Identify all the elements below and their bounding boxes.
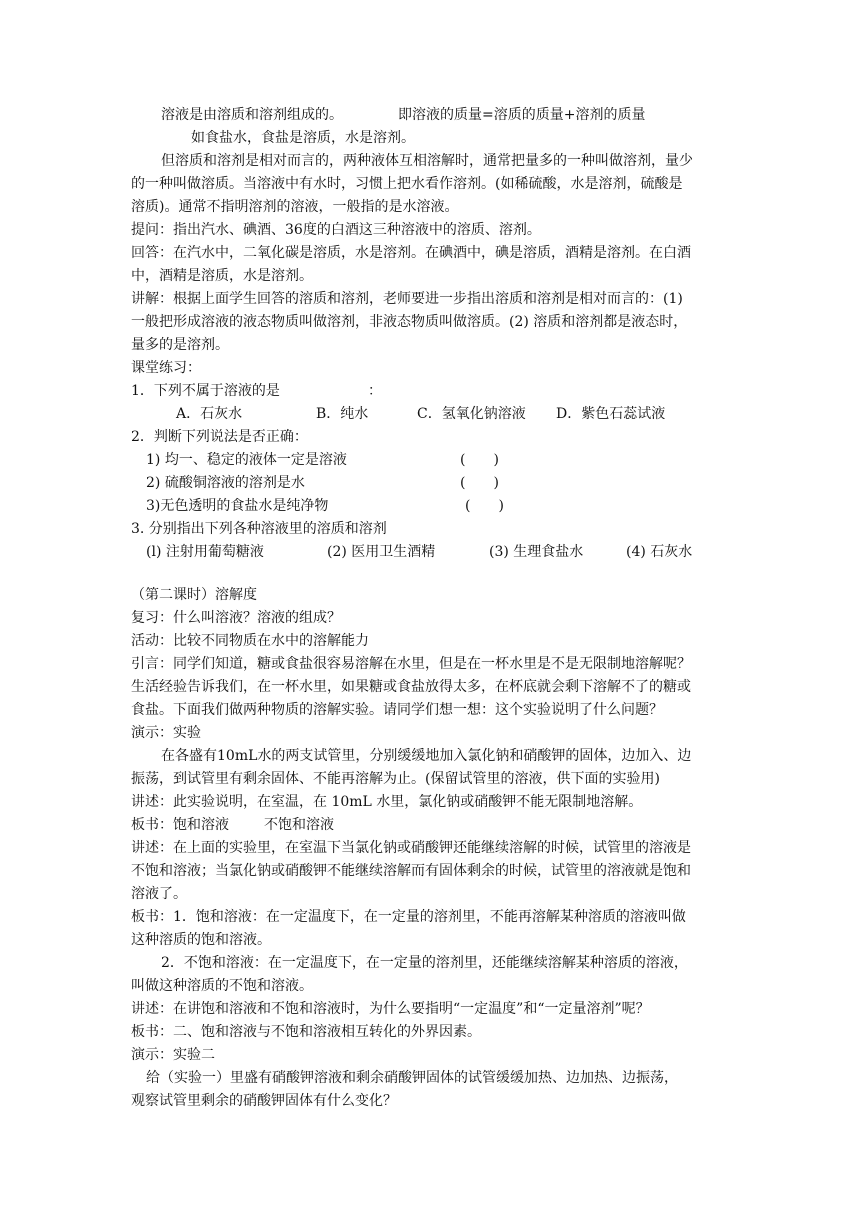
answer-line: 中，酒精是溶质，水是溶剂。: [131, 268, 313, 284]
question-1: 1．下列不属于溶液的是: [131, 383, 280, 399]
option-b: B．纯水: [316, 406, 369, 422]
answer-line: 回答：在汽水中，二氧化碳是溶质，水是溶剂。在碘酒中，碘是溶质，酒精是溶剂。在白酒: [131, 245, 691, 261]
board-line: 这种溶质的饱和溶液。: [131, 932, 271, 948]
question-2: 2．判断下列说法是否正确：: [131, 429, 308, 445]
note-line: 讲述：在讲饱和溶液和不饱和溶液时，为什么要指明“一定温度”和“一定量溶剂”呢？: [131, 1001, 650, 1017]
option-c: C．氢氧化钠溶液: [417, 406, 526, 422]
board-line: 板书：饱和溶液: [131, 817, 229, 833]
board-line-part: 不饱和溶液: [264, 817, 334, 833]
intro-line: 食盐。下面我们做两种物质的溶解实验。请同学们想一想：这个实验说明了什么问题？: [131, 702, 663, 718]
activity-line: 活动：比较不同物质在水中的溶解能力: [131, 633, 369, 649]
intro-line: 生活经验告诉我们，在一杯水里，如果糖或食盐放得太多，在杯底就会剩下溶解不了的糖或: [131, 679, 691, 695]
judge-item: 1) 均一、稳定的液体一定是溶液: [146, 452, 347, 468]
salt-example: 如食盐水，食盐是溶质，水是溶剂。: [191, 130, 415, 146]
experiment-line: 在各盛有10mL水的两支试管里，分别缓缓地加入氯化钠和硝酸钾的固体，边加入、边: [161, 748, 692, 764]
question-line: 提问：指出汽水、碘酒、36度的白酒这三种溶液中的溶质、溶剂。: [131, 222, 541, 238]
explain-line: 量多的是溶剂。: [131, 337, 229, 353]
paragraph-line: 溶质)。通常不指明溶剂的溶液，一般指的是水溶液。: [131, 199, 459, 215]
question-3: 3. 分别指出下列各种溶液里的溶质和溶剂: [131, 521, 387, 537]
board-line: 叫做这种溶质的不饱和溶液。: [131, 978, 313, 994]
demo-line: 演示：实验: [131, 725, 201, 741]
judge-item: 3)无色透明的食盐水是纯净物: [146, 498, 329, 514]
question-1-colon: ：: [368, 383, 382, 399]
explain-line: 讲解：根据上面学生回答的溶质和溶剂，老师要进一步指出溶质和溶剂是相对而言的：(1): [131, 291, 683, 307]
board-line: 2．不饱和溶液：在一定温度下，在一定量的溶剂里，还能继续溶解某种溶质的溶液，: [161, 955, 688, 971]
review-line: 复习：什么叫溶液？溶液的组成？: [131, 610, 341, 626]
answer-paren: ( ): [460, 452, 499, 468]
experiment-line: 给（实验一）里盛有硝酸钾溶液和剩余硝酸钾固体的试管缓缓加热、边加热、边振荡，: [146, 1070, 678, 1086]
judge-item: 2) 硫酸铜溶液的溶剂是水: [146, 475, 305, 491]
solution-item: (2) 医用卫生酒精: [327, 544, 436, 560]
intro-line: 引言：同学们知道，糖或食盐很容易溶解在水里，但是在一杯水里是不是无限制地溶解呢？: [131, 656, 691, 672]
option-a: A．石灰水: [176, 406, 243, 422]
note-line: 溶液了。: [131, 886, 187, 902]
paragraph-line: 但溶质和溶剂是相对而言的，两种液体互相溶解时，通常把量多的一种叫做溶剂，量少: [161, 153, 693, 169]
experiment-line: 观察试管里剩余的硝酸钾固体有什么变化？: [131, 1093, 397, 1109]
mass-formula: 即溶液的质量=溶质的质量+溶剂的质量: [398, 107, 646, 123]
note-line: 讲述：在上面的实验里，在室温下当氯化钠或硝酸钾还能继续溶解的时候，试管里的溶液是: [131, 840, 691, 856]
explain-line: 一般把形成溶液的液态物质叫做溶剂，非液态物质叫做溶质。(2) 溶质和溶剂都是液态时，: [131, 314, 688, 330]
solution-item: (3) 生理食盐水: [489, 544, 584, 560]
experiment-line: 振荡，到试管里有剩余固体、不能再溶解为止。(保留试管里的溶液，供下面的实验用): [131, 771, 660, 787]
board-line: 板书：1．饱和溶液：在一定温度下，在一定量的溶剂里，不能再溶解某种溶质的溶液叫做: [131, 909, 686, 925]
solution-item: (l) 注射用葡萄糖液: [146, 544, 264, 560]
composition-line: 溶液是由溶质和溶剂组成的。: [161, 107, 343, 123]
note-line: 讲述：此实验说明，在室温，在 10mL 水里，氯化钠或硝酸钾不能无限制地溶解。: [131, 794, 643, 810]
board-line: 板书：二、饱和溶液与不饱和溶液相互转化的外界因素。: [131, 1024, 481, 1040]
note-line: 不饱和溶液；当氯化钠或硝酸钾不能继续溶解而有固体剩余的时候，试管里的溶液就是饱和: [131, 863, 691, 879]
option-d: D．紫色石蕊试液: [556, 406, 666, 422]
answer-paren: ( ): [465, 498, 504, 514]
paragraph-line: 的一种叫做溶质。当溶液中有水时，习惯上把水看作溶剂。(如稀硫酸，水是溶剂，硫酸是: [131, 176, 683, 192]
section-title: （第二课时）溶解度: [131, 587, 257, 603]
answer-paren: ( ): [460, 475, 499, 491]
practice-title: 课堂练习：: [131, 360, 201, 376]
demo-line: 演示：实验二: [131, 1047, 215, 1063]
solution-item: (4) 石灰水: [626, 544, 693, 560]
